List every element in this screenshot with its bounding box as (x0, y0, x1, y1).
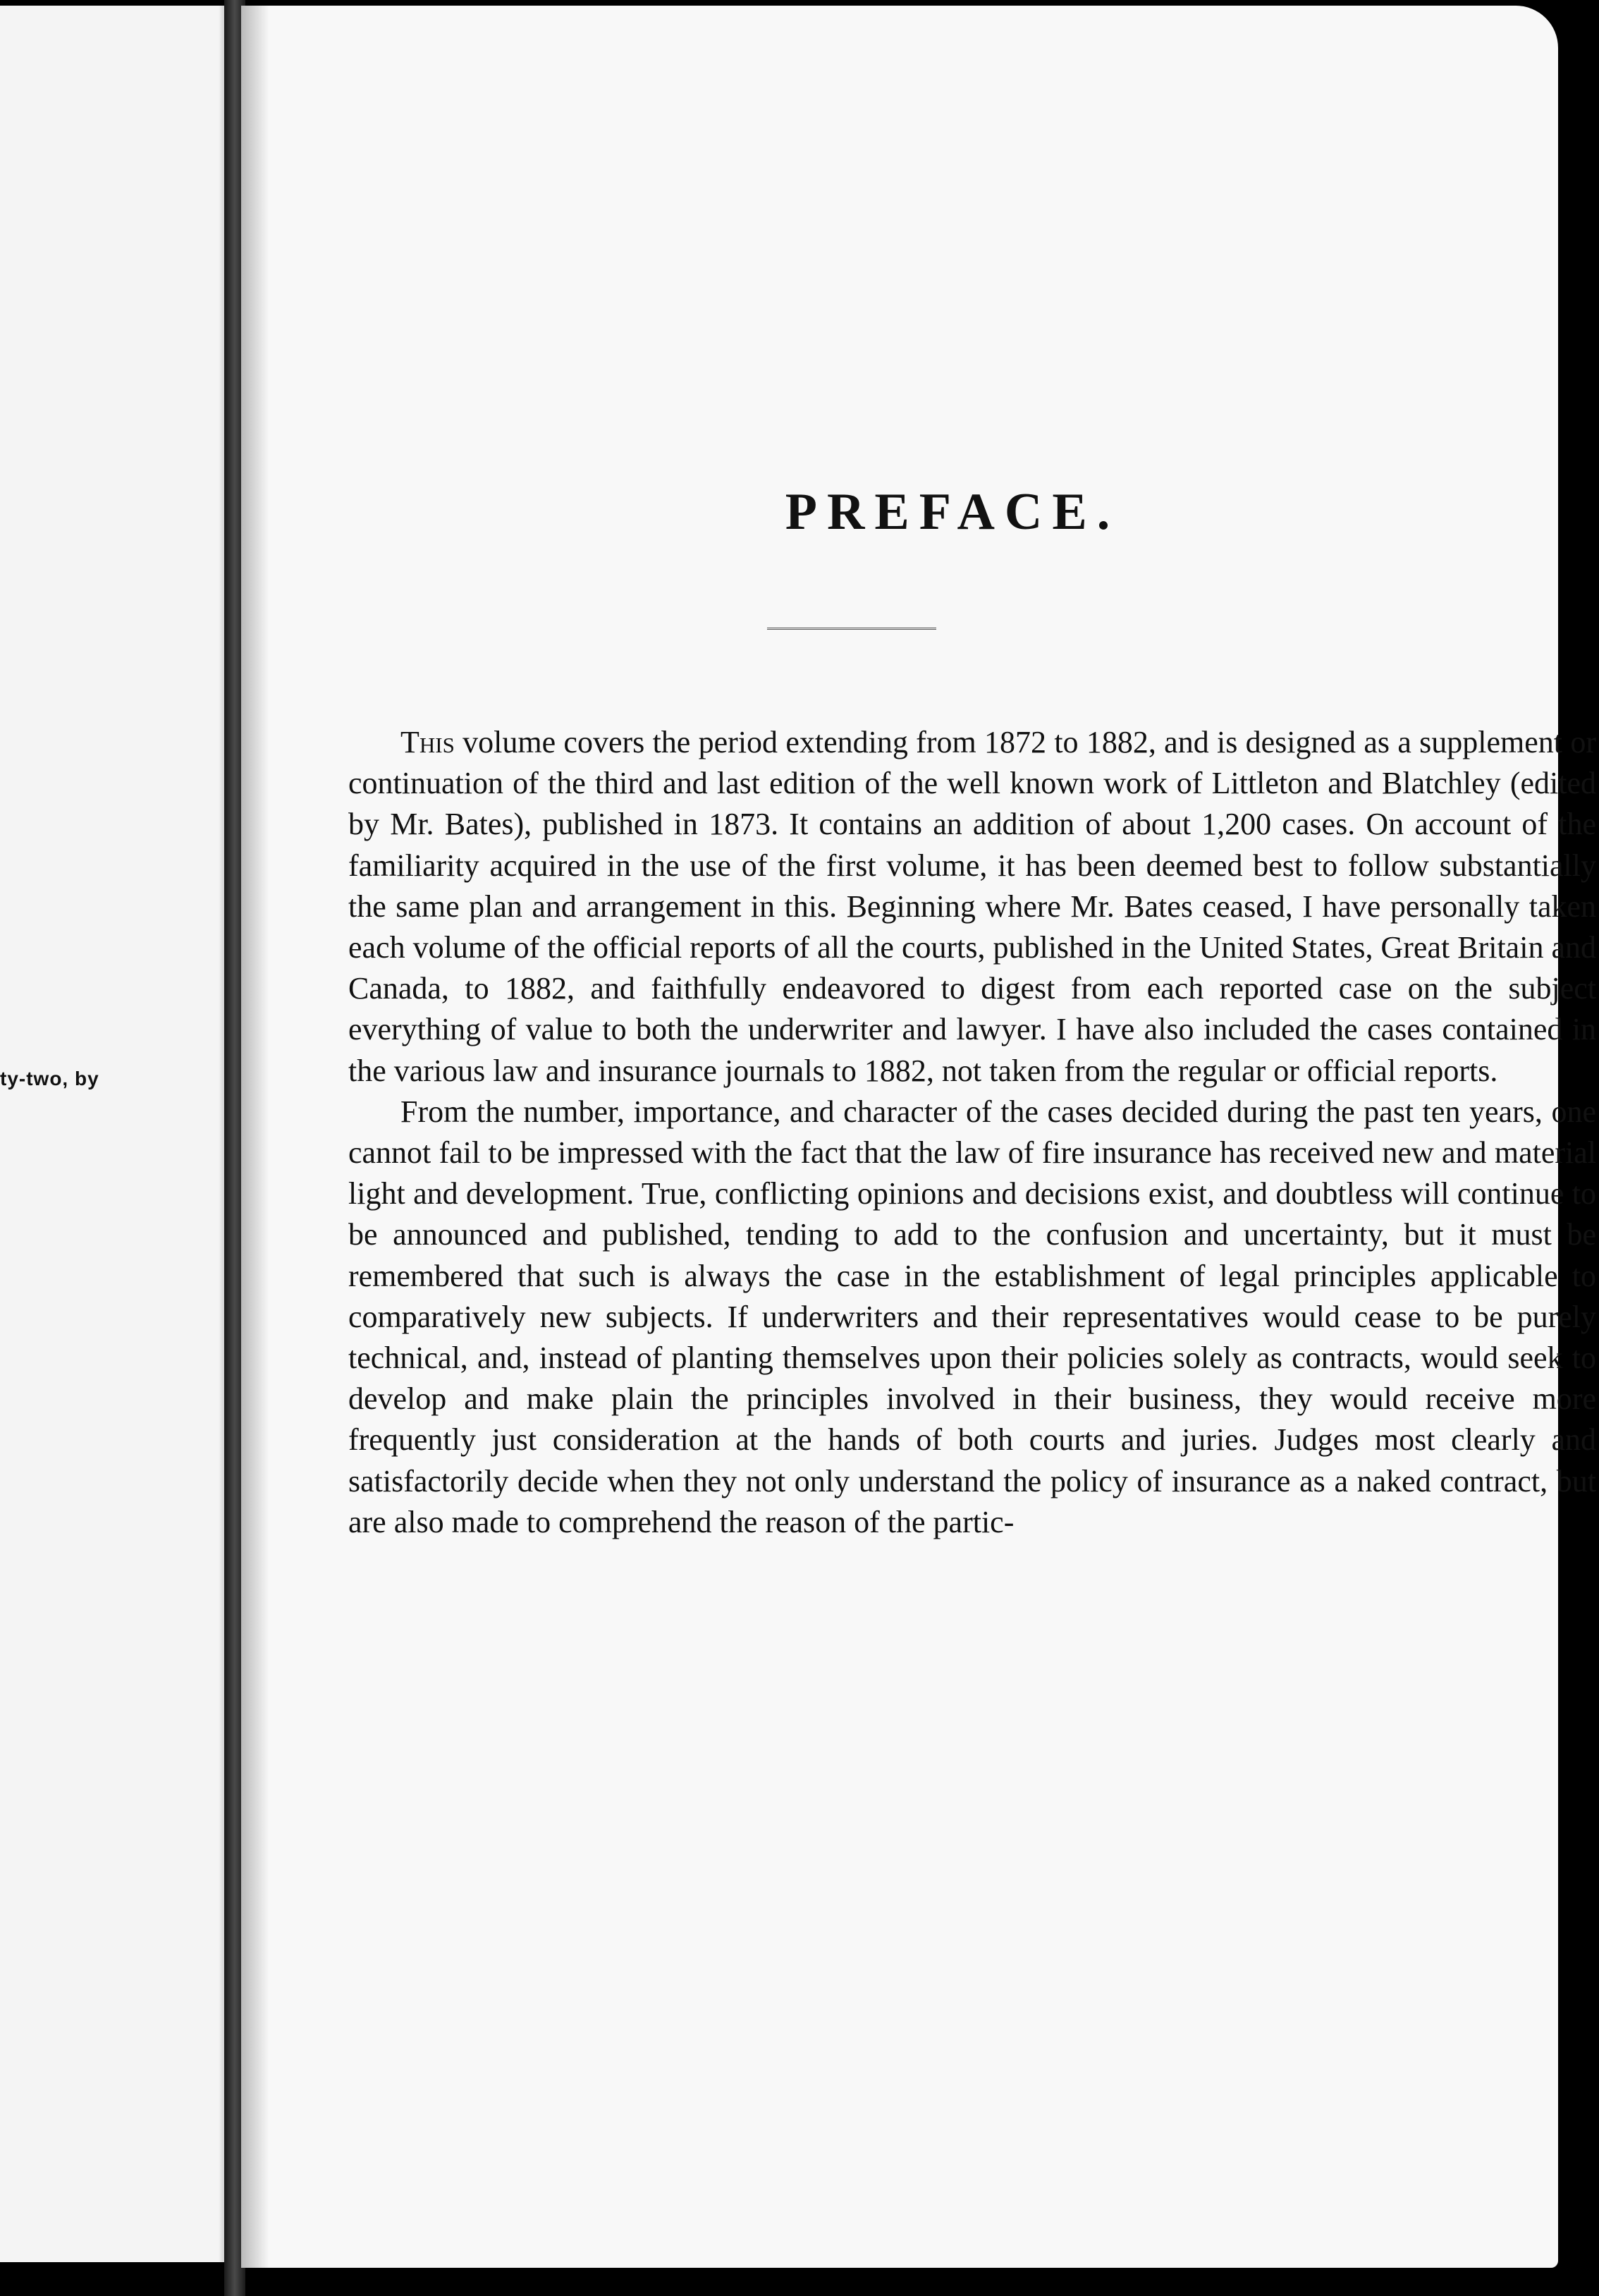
paragraph-1-lead: This (400, 725, 455, 759)
book-page (241, 6, 1596, 2268)
paragraph-1-text: volume covers the period extending from 1872 to 1882, and is designed as a supplement or continuation of the third and last edition of the well known work of Littleton and Blatchley (edited by Mr. Bates), published in 1873. It contains an addition of about 1,200 cases. On account of the familiarity acquired in the use of the first volume, it has been deemed best to follow substantially the same plan and arrangement in this. Beginning where Mr. Bates ceased, I have personally taken each volume of the official reports of all the courts, published in the United States, Great Britain and Canada, to 1882, and faithfully endeavored to digest from each reported case on the subject everything of value to both the underwriter and lawyer. I have also included the cases contained in the various law and insurance journals to 1882, not taken from the regular or official reports. (348, 725, 1596, 1088)
paragraph-1 (348, 722, 1596, 1092)
page-shadow (241, 6, 269, 2268)
page-title: PREFACE. (785, 483, 1120, 541)
title-rule (767, 628, 936, 630)
paragraph-2-text: From the number, importance, and character of the cases decided during the past ten years, one cannot fail to be impressed with the fact that the law of fire insurance has received new and material light and development. True, conflicting opinions and decisions exist, and doubtless will continue to be announced and published, tending to add to the confusion and uncertainty, but it must be remembered that such is always the case in the establishment of legal principles applicable to comparatively new subjects. If underwriters and their representatives would cease to be purely technical, and, instead of planting themselves upon their policies solely as contracts, would seek to develop and make plain the principles involved in their business, they would receive more frequently just consideration at the hands of both courts and juries. Judges most clearly and satisfactorily decide when they not only understand the policy of insurance as a naked contract, but are also made to comprehend the reason of the partic- (348, 1094, 1596, 1539)
facing-page-text-fragment: ty-two, by (0, 1068, 99, 1089)
preface-body (348, 722, 1596, 1543)
facing-page (0, 6, 235, 2262)
paragraph-2 (348, 1092, 1596, 1543)
